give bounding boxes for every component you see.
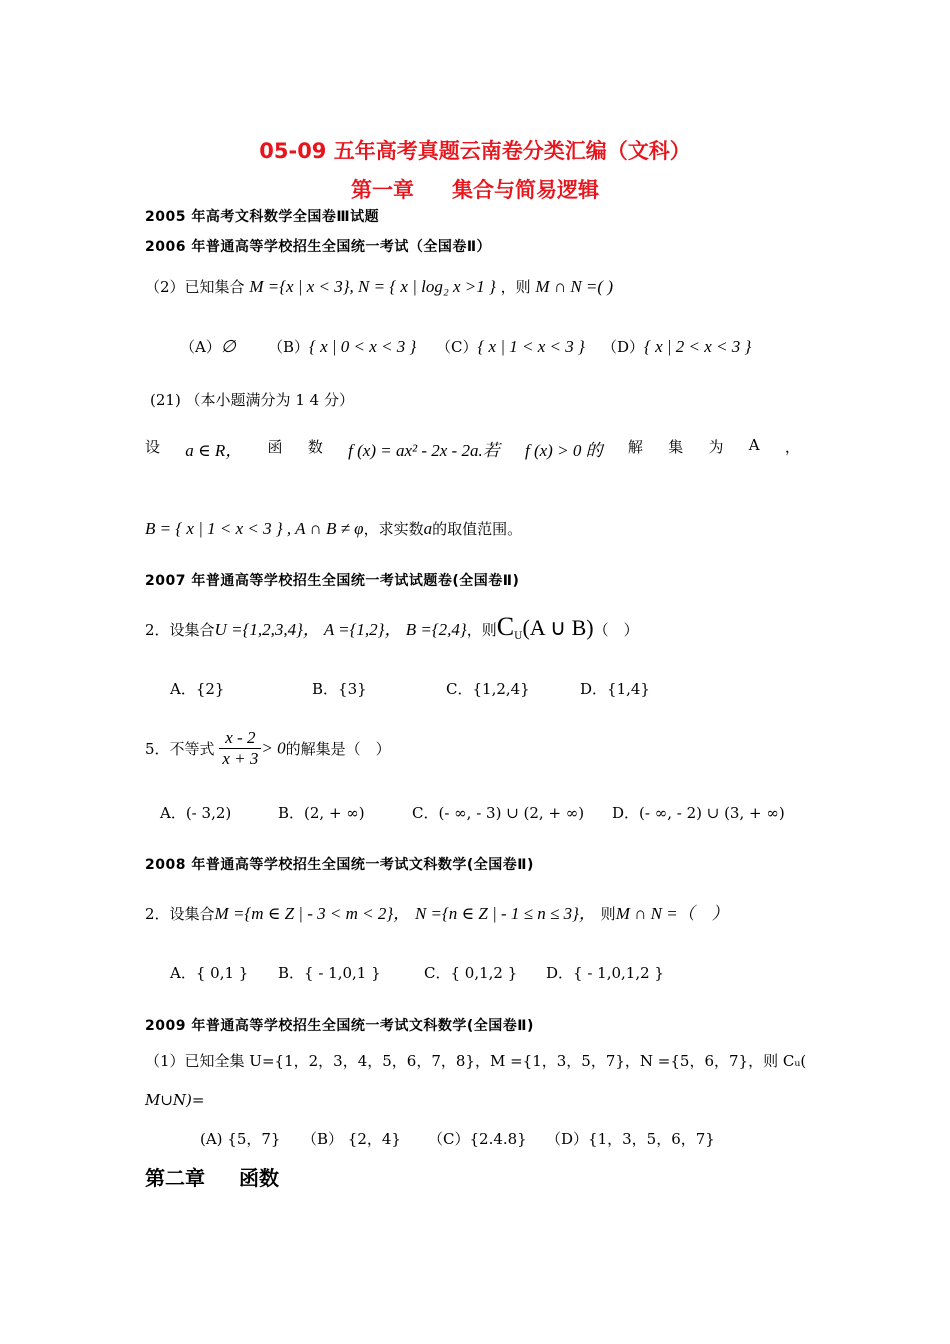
- q2006-2-ask: M ∩ N =( ): [535, 277, 613, 296]
- q2007-2: 2．设集合U ={1,2,3,4}， A ={1,2}， B ={2,4}，则$C_U(A$ ∪ B)（ ）: [145, 612, 639, 642]
- q2007-5-option-b: B．(2, + ∞): [278, 804, 365, 822]
- section-2006-heading: 2006 年普通高等学校招生全国统一考试（全国卷Ⅱ）: [145, 239, 492, 255]
- chapter1-name: 集合与简易逻辑: [452, 178, 599, 202]
- q2007-5-fraction: $\frac{x - 2}{x + 3}$: [219, 728, 261, 769]
- q2007-2-option-a: A．{2}: [170, 680, 225, 698]
- q2007-2-option-c: C．{1,2,4}: [446, 680, 530, 698]
- q2009-1-line1: （1）已知全集 U={1，2，3，4，5，6，7，8}，M ={1，3，5，7}，N ={5，6，7}，则 Cᵤ(: [145, 1052, 807, 1070]
- q2007-5: 5．不等式 $\frac{x - 2}{x + 3}$ > 0的解集是（ ）: [145, 728, 391, 768]
- q2007-2-option-d: D．{1,4}: [580, 680, 650, 698]
- q2007-5-option-d: D．(- ∞, - 2) ∪ (3, + ∞): [612, 804, 785, 822]
- q2007-2-option-b: B．{3}: [312, 680, 367, 698]
- page-title: 05-09 五年高考真题云南卷分类汇编（文科）: [259, 139, 691, 163]
- chapter2-label: 第二章: [145, 1166, 205, 1190]
- q2009-1-option-a: (A) {5，7}: [200, 1130, 281, 1148]
- chapter1-title: [0, 174, 950, 204]
- chapter2-name: 函数: [239, 1166, 279, 1190]
- section-2009-heading: 2009 年普通高等学校招生全国统一考试文科数学(全国卷Ⅱ): [145, 1018, 534, 1034]
- q2008-2-option-d: D．{ - 1,0,1,2 }: [546, 964, 664, 982]
- q2006-2-option-b: （B）{ x | 0 < x < 3 }: [268, 337, 417, 356]
- q2008-2-option-c: C．{ 0,1,2 }: [424, 964, 518, 982]
- q2009-1-option-c: （C）{2.4.8}: [428, 1130, 527, 1148]
- q2008-2-option-a: A．{ 0,1 }: [170, 964, 249, 982]
- q2008-2-option-b: B．{ - 1,0,1 }: [278, 964, 381, 982]
- q2009-1-option-d: （D）{1，3，5，6，7}: [546, 1130, 715, 1148]
- section-2008-heading: 2008 年普通高等学校招生全国统一考试文科数学(全国卷Ⅱ): [145, 857, 534, 873]
- q2007-5-option-a: A．(- 3,2): [160, 804, 232, 822]
- q2006-2-option-c: （C）{ x | 1 < x < 3 }: [436, 337, 585, 356]
- q2006-2-option-d: （D）{ x | 2 < x < 3 }: [602, 337, 752, 356]
- q2006-21-head: (21) （本小题满分为 1 4 分）: [150, 391, 354, 409]
- q2006-21-line2: B = { x | 1 < x < 3 } , A ∩ B ≠ φ，求实数a的取值范围。: [145, 519, 523, 538]
- q2006-2-option-a: （A）∅: [180, 337, 236, 356]
- q2007-5-option-c: C．(- ∞, - 3) ∪ (2, + ∞): [412, 804, 585, 822]
- chapter2-title: [145, 1162, 279, 1191]
- q2006-21-line1: 设 a ∈ R， 函 数 f (x) = ax² - 2x - 2a.若 f (x) > 0 的 解 集 为 A ，: [145, 436, 800, 460]
- section-2007-heading: 2007 年普通高等学校招生全国统一考试试题卷(全国卷Ⅱ): [145, 573, 520, 589]
- section-2005-heading: 2005 年高考文科数学全国卷Ⅲ试题: [145, 209, 380, 225]
- q2009-1-option-b: （B） {2，4}: [302, 1130, 401, 1148]
- q2006-2-sets: M ={x | x < 3}, N = { x | log₂ x >1 }: [249, 277, 496, 296]
- q2006-2-lead: （2）已知集合: [145, 278, 245, 296]
- q2006-2-tail: ，则: [500, 278, 531, 296]
- q2009-1-line2: M∪N)=: [145, 1091, 205, 1109]
- chapter1-label: 第一章: [351, 178, 414, 202]
- q2008-2: 2．设集合M ={m ∈ Z | - 3 < m < 2}， N ={n ∈ Z | - 1 ≤ n ≤ 3}， 则M ∩ N =（ ）: [145, 904, 729, 923]
- q2006-2: [145, 276, 613, 297]
